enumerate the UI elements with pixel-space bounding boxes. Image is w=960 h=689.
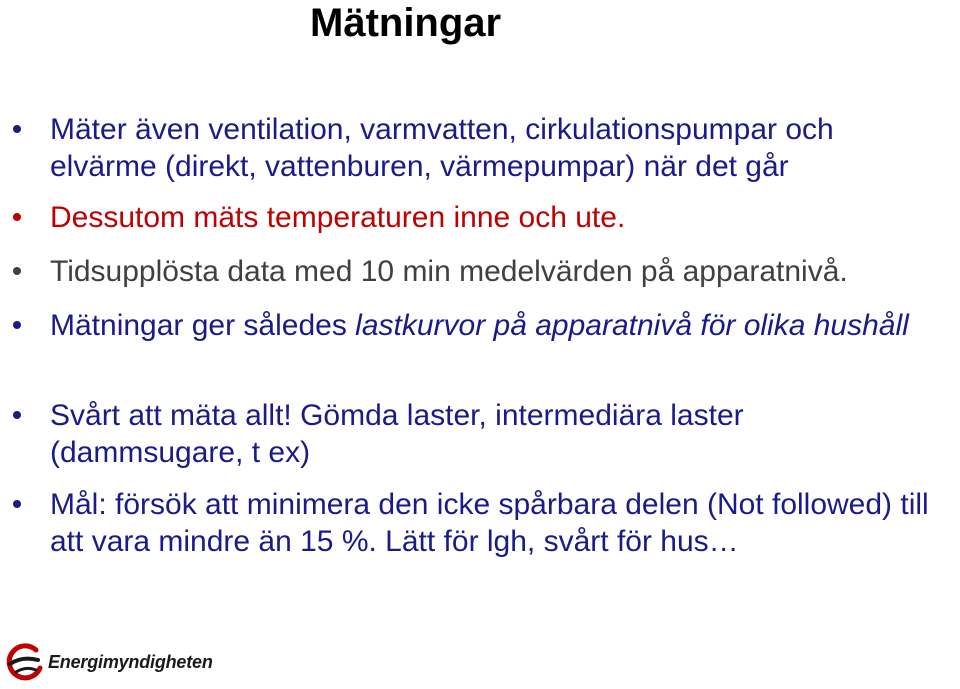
bullet-text-plain: Mätningar ger således bbox=[50, 309, 356, 342]
bullet-dot-icon bbox=[13, 411, 21, 419]
energimyndigheten-logo bbox=[4, 640, 213, 684]
bullet-text: Dessutom mäts temperaturen inne och ute. bbox=[50, 201, 626, 234]
slide-title: Mätningar bbox=[310, 1, 502, 45]
logo-text: Energimyndigheten bbox=[48, 651, 213, 672]
bullet-text bbox=[50, 307, 940, 344]
energimyndigheten-logo-icon bbox=[4, 642, 44, 682]
bullet-text: Mäter även ventilation, varmvatten, cirkulationspumpar och elvärme (direkt, vattenburen, värmepumpar) när det går bbox=[50, 113, 834, 183]
bullet-text-italic: lastkurvor på apparatnivå för olika hushåll bbox=[355, 309, 909, 342]
bullet-dot-icon bbox=[13, 125, 21, 133]
bullet-text: Svårt att mäta allt! Gömda laster, intermediära laster (dammsugare, t ex) bbox=[50, 399, 744, 469]
bullet-dot-icon bbox=[13, 500, 21, 508]
bullet-dot-icon bbox=[13, 267, 21, 275]
bullet-dot-icon bbox=[13, 213, 21, 221]
bullet-dot-icon bbox=[13, 321, 21, 329]
bullet-text: Mål: försök att minimera den icke spårbara delen (Not followed) till att vara mindre än 15 %. Lätt för lgh, svårt för hus… bbox=[50, 488, 929, 558]
bullet-text: Tidsupplösta data med 10 min medelvärden på apparatnivå. bbox=[50, 255, 848, 288]
